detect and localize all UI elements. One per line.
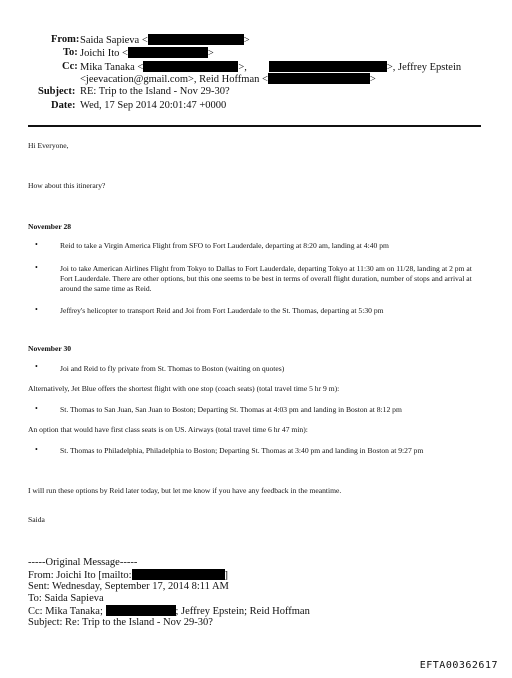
cc-separator-2: >, Jeffrey Epstein <box>386 62 462 73</box>
list-item: Joi to take American Airlines Flight from Tokyo to Dallas to Fort Lauderdale, departing Tokyo at 11:30 am on 11/28, landing at 2 pm at Fort Lauderdale. There are other options, but this one seems to be best in terms of overall flight duration, number of stops and arrival at around the same time as Reid. <box>60 264 472 293</box>
bullet-icon: • <box>35 362 38 371</box>
redaction-box <box>268 73 370 84</box>
redaction-box <box>148 34 244 45</box>
list-item: Joi and Reid to fly private from St. Thomas to Boston (waiting on quotes) <box>60 364 285 373</box>
date-label: Date: <box>51 100 76 111</box>
bullet-icon: • <box>35 445 38 454</box>
original-sent: Sent: Wednesday, September 17, 2014 8:11 AM <box>28 581 229 592</box>
cc-line-2-text: <jeevacation@gmail.com>, Reid Hoffman < <box>80 74 268 85</box>
to-value <box>80 47 214 59</box>
redaction-box <box>143 61 238 72</box>
original-from-text: From: Joichi Ito [mailto: <box>28 570 132 581</box>
header-divider <box>28 125 481 127</box>
list-item: Jeffrey's helicopter to transport Reid and Joi from Fort Lauderdale to the St. Thomas, departing at 5:30 pm <box>60 306 384 315</box>
to-close: > <box>207 48 214 59</box>
redaction-box <box>128 47 208 58</box>
subject-label: Subject: <box>38 86 76 97</box>
redaction-box <box>269 61 387 72</box>
date-value: Wed, 17 Sep 2014 20:01:47 +0000 <box>80 100 227 111</box>
alternative-text: Alternatively, Jet Blue offers the shortest flight with one stop (coach seats) (total travel time 5 hr 9 m): <box>28 384 340 393</box>
original-marker: -----Original Message----- <box>28 557 138 568</box>
bullet-icon: • <box>35 240 38 249</box>
list-item: St. Thomas to San Juan, San Juan to Boston; Departing St. Thomas at 4:03 pm and landing in Boston at 8:12 pm <box>60 405 402 414</box>
from-close: > <box>243 35 250 46</box>
original-cc-rest: ; Jeffrey Epstein; Reid Hoffman <box>175 606 310 617</box>
cc-name-1: Mika Tanaka < <box>80 62 144 73</box>
redaction-box <box>106 605 176 616</box>
original-from-close: ] <box>224 570 229 581</box>
from-name: Saida Sapieva < <box>80 35 148 46</box>
cc-line-2-close: > <box>369 74 376 85</box>
greeting: Hi Everyone, <box>28 141 69 150</box>
list-item: Reid to take a Virgin America Flight from SFO to Fort Lauderdale, departing at 8:20 am, landing at 4:40 pm <box>60 241 389 250</box>
cc-separator: >, <box>238 62 247 73</box>
original-cc-text: Cc: Mika Tanaka; <box>28 606 103 617</box>
cc-value <box>80 61 461 73</box>
from-value <box>80 34 250 46</box>
from-label: From: <box>51 34 80 45</box>
cc-line-2 <box>80 73 376 85</box>
bullet-icon: • <box>35 404 38 413</box>
original-subject: Subject: Re: Trip to the Island - Nov 29-30? <box>28 617 213 628</box>
signature: Saida <box>28 515 45 524</box>
nov28-heading: November 28 <box>28 222 72 231</box>
nov30-heading: November 30 <box>28 344 72 353</box>
closing-text: I will run these options by Reid later today, but let me know if you have any feedback in the meantime. <box>28 486 342 495</box>
to-name: Joichi Ito < <box>80 48 128 59</box>
bullet-icon: • <box>35 263 38 272</box>
intro-text: How about this itinerary? <box>28 181 106 190</box>
bullet-icon: • <box>35 305 38 314</box>
to-label: To: <box>63 47 78 58</box>
cc-label: Cc: <box>62 61 78 72</box>
list-item: St. Thomas to Philadelphia, Philadelphia to Boston; Departing St. Thomas at 3:40 pm and landing in Boston at 9:27 pm <box>60 446 424 455</box>
original-to: To: Saida Sapieva <box>28 593 104 604</box>
document-id: EFTA00362617 <box>419 660 498 671</box>
subject-value: RE: Trip to the Island - Nov 29-30? <box>80 86 230 97</box>
option-text: An option that would have first class seats is on US. Airways (total travel time 6 hr 47 min): <box>28 425 308 434</box>
redaction-box <box>132 569 225 580</box>
